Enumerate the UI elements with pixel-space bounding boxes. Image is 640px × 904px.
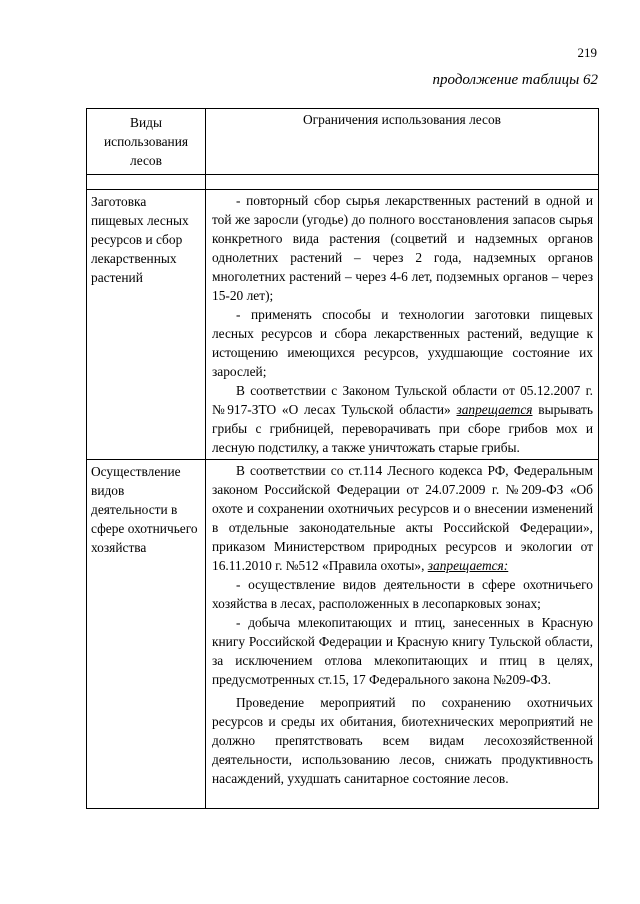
table-row xyxy=(87,460,599,809)
header-use-type: Виды использования лесов xyxy=(87,109,206,175)
restriction-paragraph: - применять способы и технологии заготовки пищевых лесных ресурсов и сбора лекарственных растений, ведущие к истощению имеющихся ресурсов, ухудшающие состояние их зарослей; xyxy=(212,307,593,379)
prohibited-emphasis: запрещается xyxy=(456,402,533,417)
restriction-paragraph xyxy=(212,461,593,575)
row-restrictions xyxy=(206,190,599,460)
restriction-paragraph: Проведение мероприятий по сохранению охотничьих ресурсов и среды их обитания, биотехнических мероприятий не должно препятствовать всем видам лесохозяйственной деятельности, использованию лесов, снижать продуктивность насаждений, ухудшать санитарное состояние лесов. xyxy=(212,695,593,786)
header-restrictions: Ограничения использования лесов xyxy=(206,109,599,175)
page-number: 219 xyxy=(577,45,597,60)
restriction-paragraph: - повторный сбор сырья лекарственных растений в одной и той же заросли (угодье) до полного восстановления запасов сырья конкретного вида растения (соцветий и надземных органов однолетних растений – через 2 года, надземных органов многолетних растений – через 4-6 лет, подземных органов – через 15-20 лет); xyxy=(212,193,593,303)
prohibited-emphasis: запрещается: xyxy=(427,558,509,573)
law-reference: В соответствии с Законом Тульской области от 05.12.2007 г. №917-ЗТО «О лесах Тульской области» xyxy=(212,383,593,417)
row-use-type: Заготовка пищевых лесных ресурсов и сбор лекарственных растений xyxy=(87,190,206,460)
table-row xyxy=(87,190,599,460)
law-reference: В соответствии со ст.114 Лесного кодекса РФ, Федеральным законом Российской Федерации от 24.07.2009 г. №209-ФЗ «Об охоте и сохранении охотничьих ресурсов и о внесении изменений в отдельные законодательные акты Российской Федерации», приказом Министерством природных ресурсов и экологии от 16.11.2010 г. №512 «Правила охоты», xyxy=(212,463,593,573)
forest-use-restrictions-table xyxy=(86,108,599,809)
row-restrictions xyxy=(206,460,599,809)
restriction-paragraph xyxy=(212,381,593,457)
table-caption: продолжение таблицы 62 xyxy=(432,72,598,88)
restriction-paragraph: - осуществление видов деятельности в сфере охотничьего хозяйства в лесах, расположенных в лесопарковых зонах; xyxy=(212,577,593,611)
restriction-paragraph: - добыча млекопитающих и птиц, занесенных в Красную книгу Российской Федерации и Красную книгу Тульской области, за исключением отлова млекопитающих и птиц в целях, предусмотренных ст.15, 17 Федерального закона №209-ФЗ. xyxy=(212,615,593,687)
table-spacer-row xyxy=(87,175,599,190)
prohibition-text: вырывать грибы с грибницей, переворачивать при сборе грибов мох и лесную подстилку, а также уничтожать старые грибы. xyxy=(212,402,593,455)
row-use-type: Осуществление видов деятельности в сфере охотничьего хозяйства xyxy=(87,460,206,809)
table-header-row xyxy=(87,109,599,175)
